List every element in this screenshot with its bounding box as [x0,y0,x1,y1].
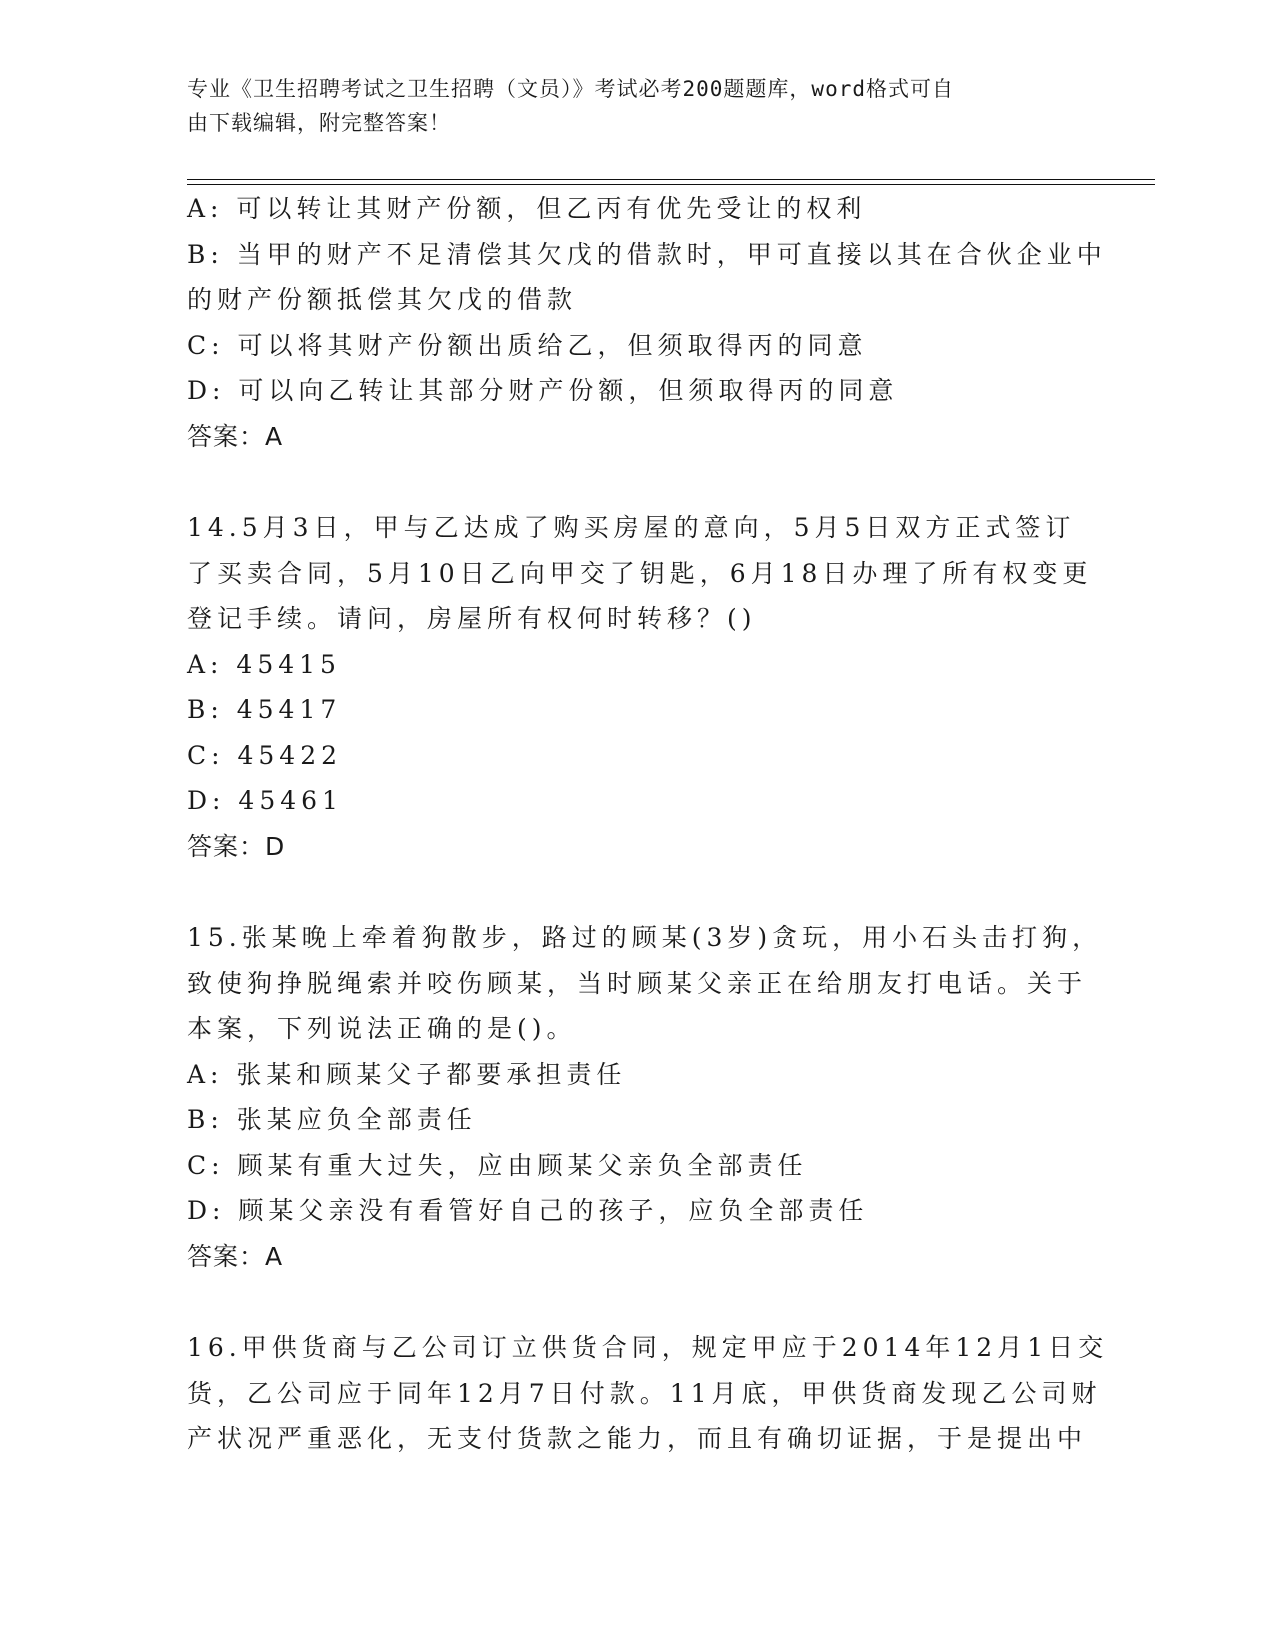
question-stem: 产状况严重恶化，无支付货款之能力，而且有确切证据，于是提出中 [187,1424,1088,1453]
question-stem: 致使狗挣脱绳索并咬伤顾某，当时顾某父亲正在给朋友打电话。关于 [187,968,1088,998]
answer: 答案：A [187,1241,284,1271]
question-14 [187,505,1093,869]
header-divider-bottom [187,184,1155,185]
option-b: B: 45417 [187,695,342,724]
option-a: A: 可以转让其财产份额，但乙丙有优先受让的权利 [187,194,867,223]
header-divider-top [187,179,1155,180]
question-13-options [187,186,1107,459]
spacer [187,1279,1087,1325]
option-a: A: 张某和顾某父子都要承担责任 [187,1059,627,1089]
header-line-2: 由下载编辑，附完整答案！ [187,111,451,135]
option-d: D: 顾某父亲没有看管好自己的孩子，应负全部责任 [187,1196,869,1225]
question-15 [187,915,1103,1279]
question-stem: 15.张某晚上牵着狗散步，路过的顾某(3岁)贪玩，用小石头击打狗， [187,923,1103,952]
option-c: C: 可以将其财产份额出质给乙，但须取得丙的同意 [187,330,868,360]
option-b: B: 张某应负全部责任 [187,1105,477,1134]
question-stem: 登记手续。请问，房屋所有权何时转移？() [187,604,757,633]
question-stem: 了买卖合同，5月10日乙向甲交了钥匙，6月18日办理了所有权变更 [187,558,1093,588]
question-stem: 16.甲供货商与乙公司订立供货合同，规定甲应于2014年12月1日交 [187,1333,1109,1362]
option-c: C: 45422 [187,740,343,770]
document-body [187,186,1109,1462]
question-stem: 货，乙公司应于同年12月7日付款。11月底，甲供货商发现乙公司财 [187,1378,1102,1408]
document-header [187,72,1087,140]
header-line-1: 专业《卫生招聘考试之卫生招聘（文员）》考试必考200题题库，word格式可自 [187,77,954,101]
option-d: D: 可以向乙转让其部分财产份额，但须取得丙的同意 [187,376,899,405]
spacer [187,459,1087,505]
spacer [187,869,1087,915]
option-d: D: 45461 [187,786,343,815]
question-stem: 本案，下列说法正确的是()。 [187,1014,577,1043]
option-b-continued: 的财产份额抵偿其欠戊的借款 [187,285,578,314]
question-16 [187,1325,1109,1462]
answer: 答案：D [187,831,286,861]
option-b: B: 当甲的财产不足清偿其欠戊的借款时，甲可直接以其在合伙企业中 [187,239,1107,269]
answer: 答案：A [187,421,284,451]
option-c: C: 顾某有重大过失，应由顾某父亲负全部责任 [187,1150,808,1180]
question-stem: 14.5月3日，甲与乙达成了购买房屋的意向，5月5日双方正式签订 [187,513,1076,542]
option-a: A: 45415 [187,649,341,679]
